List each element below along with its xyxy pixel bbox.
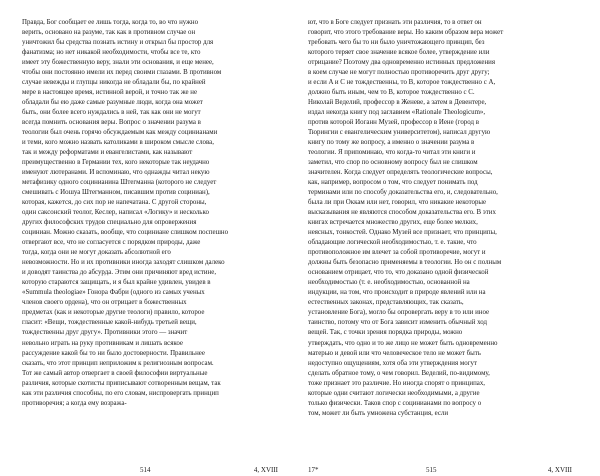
left-page — [22, 18, 290, 474]
text-line: индукции, на том, что происходит в природе явлений или на — [308, 289, 486, 297]
text-line: недоступно ощущениям, хотя оба эти утверждения могут — [308, 359, 477, 367]
text-line: всегда помнить основания веры. Вопрос о значении разума в — [22, 119, 201, 127]
text-line: противоположное им влечет за собой противоречие, могут и — [308, 249, 486, 257]
text-line: так и между реформатами и евангелистами, как называют — [22, 149, 193, 157]
left-page-footer — [22, 464, 290, 476]
text-line: таинство, потому что от Бога зависит изменить обычный ход — [308, 319, 488, 327]
text-line: естественных законах, представляющих, так сказать, — [308, 299, 464, 307]
signature-mark: 17* — [308, 466, 319, 474]
text-line: матерью и девой или что человеческое тело не может быть — [308, 349, 481, 357]
text-line: «Summula theologiae» Гонора Фабри (одного из самых ученых — [22, 289, 205, 297]
text-line: заметил, что спор по основному вопросу был не слишком — [308, 159, 478, 167]
text-line: один саксонский теолог, Кеслер, написал «Логику» и несколько — [22, 209, 209, 217]
left-page-text — [22, 18, 290, 443]
text-line: невозможности. Но и их противники иногда заходят слишком далеко — [22, 259, 225, 267]
text-line: фанатизма; но нет никакой необходимости, чтобы все те, кто — [22, 49, 201, 57]
text-line: и доводят таинства до абсурда. Этим они причиняют вред истине, — [22, 269, 217, 277]
text-line: чтобы они постоянно имели их перед своими глазами. В противном — [22, 69, 222, 77]
text-line: необходимостью (т. е. необходимостью, основанной на — [308, 279, 470, 287]
text-line: сказать, что этот принцип неприложим к религиозным вопросам. — [22, 359, 214, 367]
right-page-text — [308, 18, 576, 443]
text-line: Николай Веделий, профессор в Женеве, а затем в Девентере, — [308, 99, 487, 107]
text-line: и теми, кого можно назвать католиками в широком смысле слова, — [22, 139, 214, 147]
text-line: верить, основано на разуме, так как в противном случае он — [22, 29, 196, 37]
text-line: установление Бога), могло бы опровергать веру в то или иное — [308, 309, 490, 317]
text-line: случае невежды и глупцы никогда не обладали бы, по крайней — [22, 79, 206, 87]
text-line: ют, что в Боге следует признать эти различия, то в ответ он — [308, 19, 482, 26]
text-line: Тюрингии с евангелическим университетом), написал другую — [308, 129, 491, 137]
text-line: том, может ли быть умножена субстанция, если — [308, 409, 449, 417]
text-line: значителен. Когда следует определять теологические вопросы, — [308, 169, 493, 177]
right-page-footer — [308, 464, 576, 476]
text-line: и если A и C не тождественны, то B, которое тождественно с A, — [308, 79, 496, 87]
text-line: различия, которые скотисты приписывают сотворенным вещам, так — [22, 379, 221, 387]
text-line: как эти различия способны, по его словам, ниспровергать принцип — [22, 389, 219, 397]
text-line: которого теряет свое значение всякое более, утверждение или — [308, 49, 490, 57]
text-line: имеет эту божественную веру, знали эти основания, и еще менее, — [22, 59, 214, 67]
text-line: других философских трудов специально для опровержения — [22, 219, 197, 227]
text-line: обладающие логической необходимостью, т. е. такие, что — [308, 239, 477, 247]
text-line: была ли при Оккам или нет, говорил, что никакие некоторые — [308, 199, 487, 207]
text-line: книгу по тому же вопросу, а именно о значении разума в — [308, 139, 475, 147]
right-page-number: 515 — [426, 466, 437, 474]
text-line: вещей. Так, с точки зрения порядка природы, можно — [308, 329, 463, 337]
text-line: основанием отрицает, что то, что доказано одной физической — [308, 269, 489, 277]
text-line: должно быть иным, чем то B, которое тождественно с C. — [308, 89, 475, 97]
text-line: невольно играть на руку противникам и лишать всякое — [22, 339, 183, 347]
text-line: которую стараются защищать, и я был крайне удивлен, увидев в — [22, 279, 211, 287]
text-line: только физически. Таков спор с социнианами по вопросу о — [308, 399, 482, 407]
text-line: говорит, что этого требование веры. Но каким образом вера может — [308, 29, 504, 37]
text-line: отрицание? Поэтому два одновременно истинных предложения — [308, 59, 496, 67]
text-line: гласит: «Вещи, тождественные какой-нибудь третьей вещи, — [22, 319, 197, 327]
text-line: которые одни считают логически необходимыми, а другие — [308, 389, 480, 397]
text-line: издал некогда книгу под заглавием «Rationale Theologicum», — [308, 109, 486, 117]
text-line: уничтожил бы средства познать истину и открыл бы простор для — [22, 39, 214, 47]
text-line: Тот же самый автор отвергает в своей философии виртуальные — [22, 369, 208, 377]
text-line: рассуждение какой бы то ни было достоверности. Правильнее — [22, 349, 205, 357]
text-line: высказывания не являются способом доказательства его. В этих — [308, 209, 496, 217]
text-line: преимущественно в Германии тех, кого некоторые так неудачно — [22, 159, 210, 167]
text-line: обладали бы ею даже самые разумные люди, когда она может — [22, 99, 203, 107]
text-line: именуют лютеранами. И вспоминаю, что однажды читал некую — [22, 169, 210, 177]
text-line: книгах встречается множество других, еще более мелких, — [308, 219, 478, 227]
left-page-number: 514 — [140, 466, 151, 474]
text-line: неясных, тонкостей. Однако Музей все признает, что принципы, — [308, 229, 497, 237]
text-line: тоже признает это различие. Но иногда спорят о принципах, — [308, 379, 486, 387]
text-line: должны быть безопасно применяемы в теологии. Но он с полным — [308, 259, 502, 267]
text-line: предметах (как и некоторые другие теологи) правило, которое — [22, 309, 205, 317]
right-page — [308, 18, 576, 474]
text-line: как, например, вопросом о том, что следует понимать под — [308, 179, 478, 187]
text-line: смешивать с Иошуа Штегманном, писавшим против социниан), — [22, 189, 210, 197]
text-line: требовать чего бы то ни было уничтожающего принцип, без — [308, 39, 485, 47]
text-line: противоречия; а когда ему возража- — [22, 399, 127, 407]
text-line: членов своего ордена), что он отрицает в божественных — [22, 299, 187, 307]
text-line: тогда, когда они не могут доказать абсолютной его — [22, 249, 171, 257]
text-line: отвергают все, что не согласуется с порядком природы, даже — [22, 239, 201, 247]
text-line: теологии. Я припоминаю, что когда-то читал эти книги и — [308, 149, 476, 157]
left-page-section: 4, XVIII — [253, 466, 278, 474]
text-line: против которой Иоганн Музей, профессор в Иене (город в — [308, 119, 479, 127]
text-line: метафизику одного социнианина Штегманна (которого не следует — [22, 179, 217, 187]
right-page-section: 4, XVIII — [547, 466, 572, 474]
text-line: тождественны друг другу». Противники этого — значит — [22, 329, 188, 337]
text-line: мере в настоящее время, истинной верой, и точно так же не — [22, 89, 198, 97]
text-line: которая, кажется, до сих пор не напечатана. С другой стороны, — [22, 199, 207, 207]
text-line: терминами или по способу доказательства его, и, следовательно, — [308, 189, 498, 197]
text-line: теологии был очень горячо обсуждаемым как между социнианами — [22, 129, 218, 137]
text-line: в коем случае не могут полностью противоречить друг другу; — [308, 69, 490, 77]
text-line: сделать обратное тому, о чем говорил. Веделий, по-видимому, — [308, 369, 490, 377]
text-line: быть, они более всего нуждались в ней, так как они не могут — [22, 109, 201, 117]
text-line: Правда, Бог сообщает ее лишь тогда, когда то, во что нужно — [22, 19, 199, 26]
text-line: социниан. Можно сказать, вообще, что социниане слишком поспешно — [22, 229, 229, 237]
text-line: утверждать, что одно и то же лицо не может быть одновременно — [308, 339, 498, 347]
